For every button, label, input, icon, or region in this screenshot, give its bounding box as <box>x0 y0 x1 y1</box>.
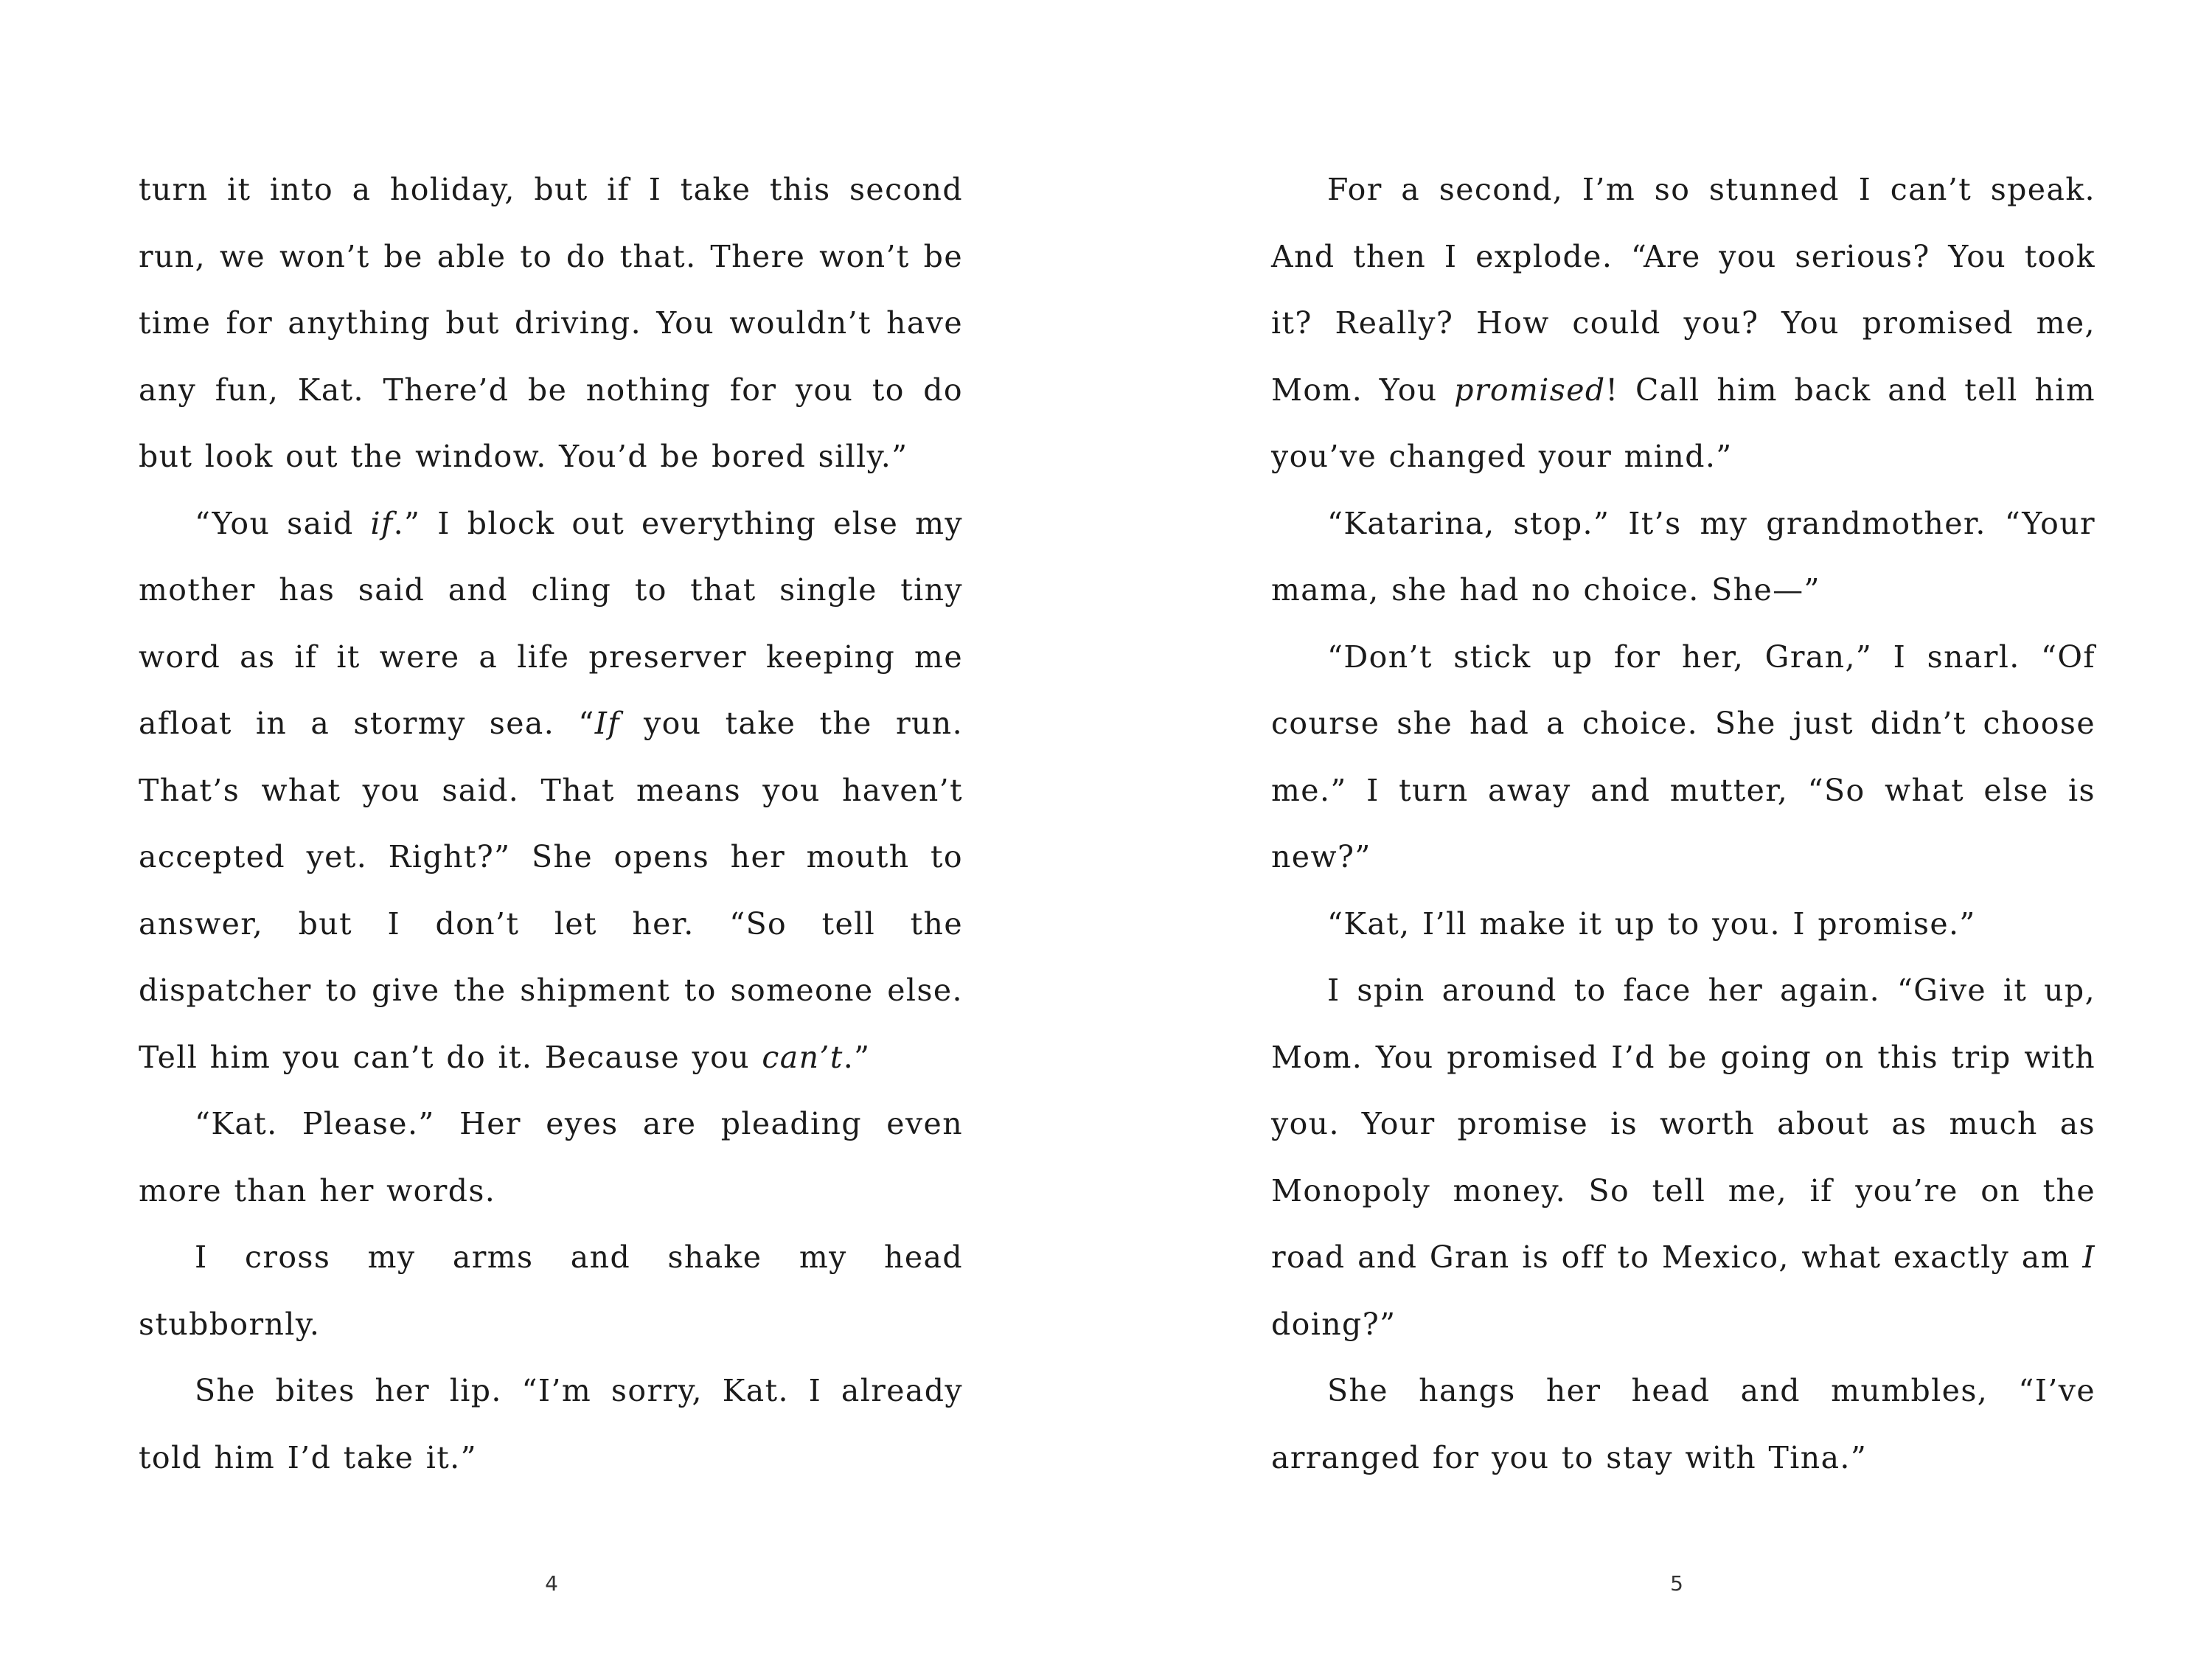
italic-text-run: I <box>2082 1239 2096 1275</box>
text-run: .” I block out everything else my mother has said and cling to that single tiny word as if it were a life preserver keeping me afloat in a stormy sea. “ <box>139 505 963 741</box>
left-page-text <box>139 156 963 1491</box>
paragraph <box>1271 1357 2096 1491</box>
paragraph <box>139 490 963 1091</box>
text-run: doing?” <box>1271 1306 1397 1342</box>
page-number: 4 <box>545 1571 558 1596</box>
paragraph <box>139 1224 963 1357</box>
text-run: .” <box>843 1039 871 1075</box>
paragraph <box>139 156 963 490</box>
text-run: “Don’t stick up for her, Gran,” I snarl. “Of course she had a choice. She just didn’t choose me.” I turn away and mutter, “So what else is new?” <box>1271 639 2096 874</box>
page-number: 5 <box>1670 1571 1683 1596</box>
text-run: “You said <box>195 505 371 541</box>
paragraph <box>1271 624 2096 891</box>
right-page-text <box>1271 156 2096 1491</box>
paragraph <box>1271 490 2096 624</box>
text-run: “Kat. Please.” Her eyes are pleading even more than her words. <box>139 1106 963 1208</box>
text-run: you take the run. That’s what you said. That means you haven’t accepted yet. Right?” She opens her mouth to answer, but I don’t let her. “So tell the dispatcher to give the shipment to someone else. Tell him you can’t do it. Because you <box>139 706 963 1075</box>
italic-text-run: if <box>370 505 394 541</box>
text-run: turn it into a holiday, but if I take this second run, we won’t be able to do that. There won’t be time for anything but driving. You wouldn’t have any fun, Kat. There’d be nothing for you to do but look out the window. You’d be bored silly.” <box>139 172 963 474</box>
right-page <box>1106 0 2212 1659</box>
text-run: I cross my arms and shake my head stubbornly. <box>139 1239 963 1342</box>
paragraph <box>1271 156 2096 490</box>
paragraph <box>1271 891 2096 958</box>
italic-text-run: can’t <box>762 1039 844 1075</box>
text-run: “Katarina, stop.” It’s my grandmother. “Your mama, she had no choice. She—” <box>1271 505 2096 608</box>
italic-text-run: If <box>594 706 620 741</box>
text-run: For a second, I’m so stunned I can’t speak. And then I explode. “Are you serious? You took it? Really? How could you? You promised me, Mom. You <box>1271 172 2096 408</box>
paragraph <box>139 1357 963 1491</box>
text-run: “Kat, I’ll make it up to you. I promise.” <box>1327 905 1976 942</box>
text-run: She hangs her head and mumbles, “I’ve arranged for you to stay with Tina.” <box>1271 1373 2096 1475</box>
paragraph <box>139 1091 963 1224</box>
paragraph <box>1271 957 2096 1357</box>
text-run: I spin around to face her again. “Give it up, Mom. You promised I’d be going on this trip with you. Your promise is worth about as much as Monopoly money. So tell me, if you’re on the road and Gran is off to Mexico, what exactly am <box>1271 973 2096 1275</box>
text-run: She bites her lip. “I’m sorry, Kat. I already told him I’d take it.” <box>139 1373 963 1475</box>
text-run: ! Call him back and tell him you’ve changed your mind.” <box>1271 372 2096 474</box>
italic-text-run: promised <box>1454 372 1606 408</box>
